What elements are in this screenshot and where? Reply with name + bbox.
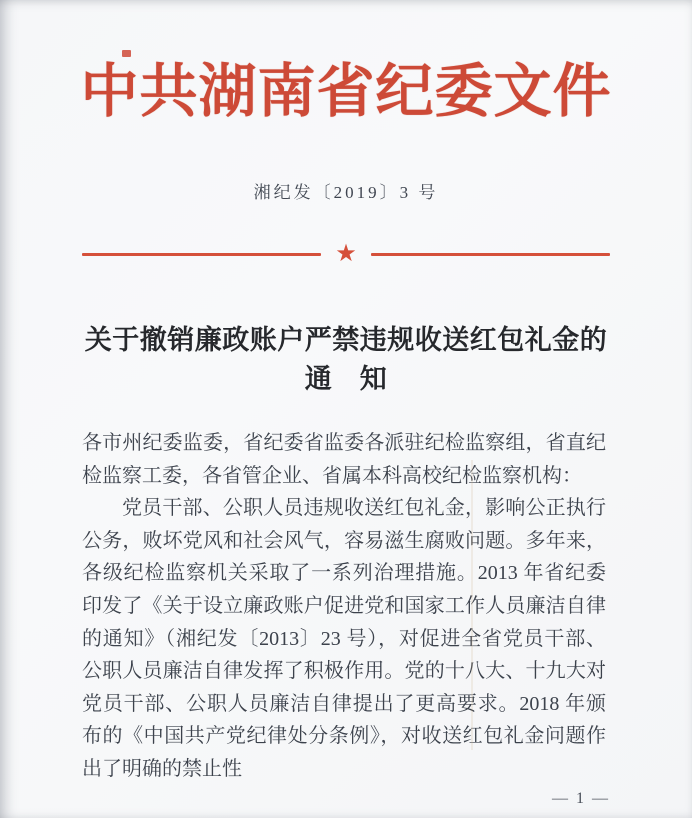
document-title-line2: 通 知 xyxy=(304,364,388,394)
document-body xyxy=(82,427,606,786)
red-star-divider xyxy=(82,243,610,265)
scan-artifact-red-dot xyxy=(122,50,131,57)
star-icon: ★ xyxy=(335,241,357,267)
body-paragraph-1: 党员干部、公职人员违规收送红包礼金，影响公正执行公务，败坏党风和社会风气，容易滋生腐败问题。多年来，各级纪检监察机关采取了一系列治理措施。2013 年省纪委印发了《关于设立廉政账户促进党和国家工作人员廉洁自律的通知》（湘纪发〔2013〕23 号），对促进全省党员干部、公职人员廉洁自律发挥了积极作用。党的十八大、十九大对党员干部、公职人员廉洁自律提出了更高要求。2018 年颁布的《中国共产党纪律处分条例》，对收送红包礼金问题作出了明确的禁止性 xyxy=(82,497,606,780)
paper-crease xyxy=(471,460,473,750)
page-number: — 1 — xyxy=(552,789,610,807)
divider-rule-right xyxy=(371,253,610,256)
addressee-paragraph: 各市州纪委监委，省纪委省监委各派驻纪检监察组，省直纪检监察工委，各省管企业、省属本科高校纪检监察机构： xyxy=(82,432,606,487)
document-header-title: 中共湖南省纪委文件 xyxy=(80,59,612,124)
document-title-line1: 关于撤销廉政账户严禁违规收送红包礼金的 xyxy=(84,325,608,355)
document-reference-number: 湘纪发〔2019〕3 号 xyxy=(253,183,439,202)
divider-rule-left xyxy=(82,253,321,256)
document-title xyxy=(60,321,632,399)
